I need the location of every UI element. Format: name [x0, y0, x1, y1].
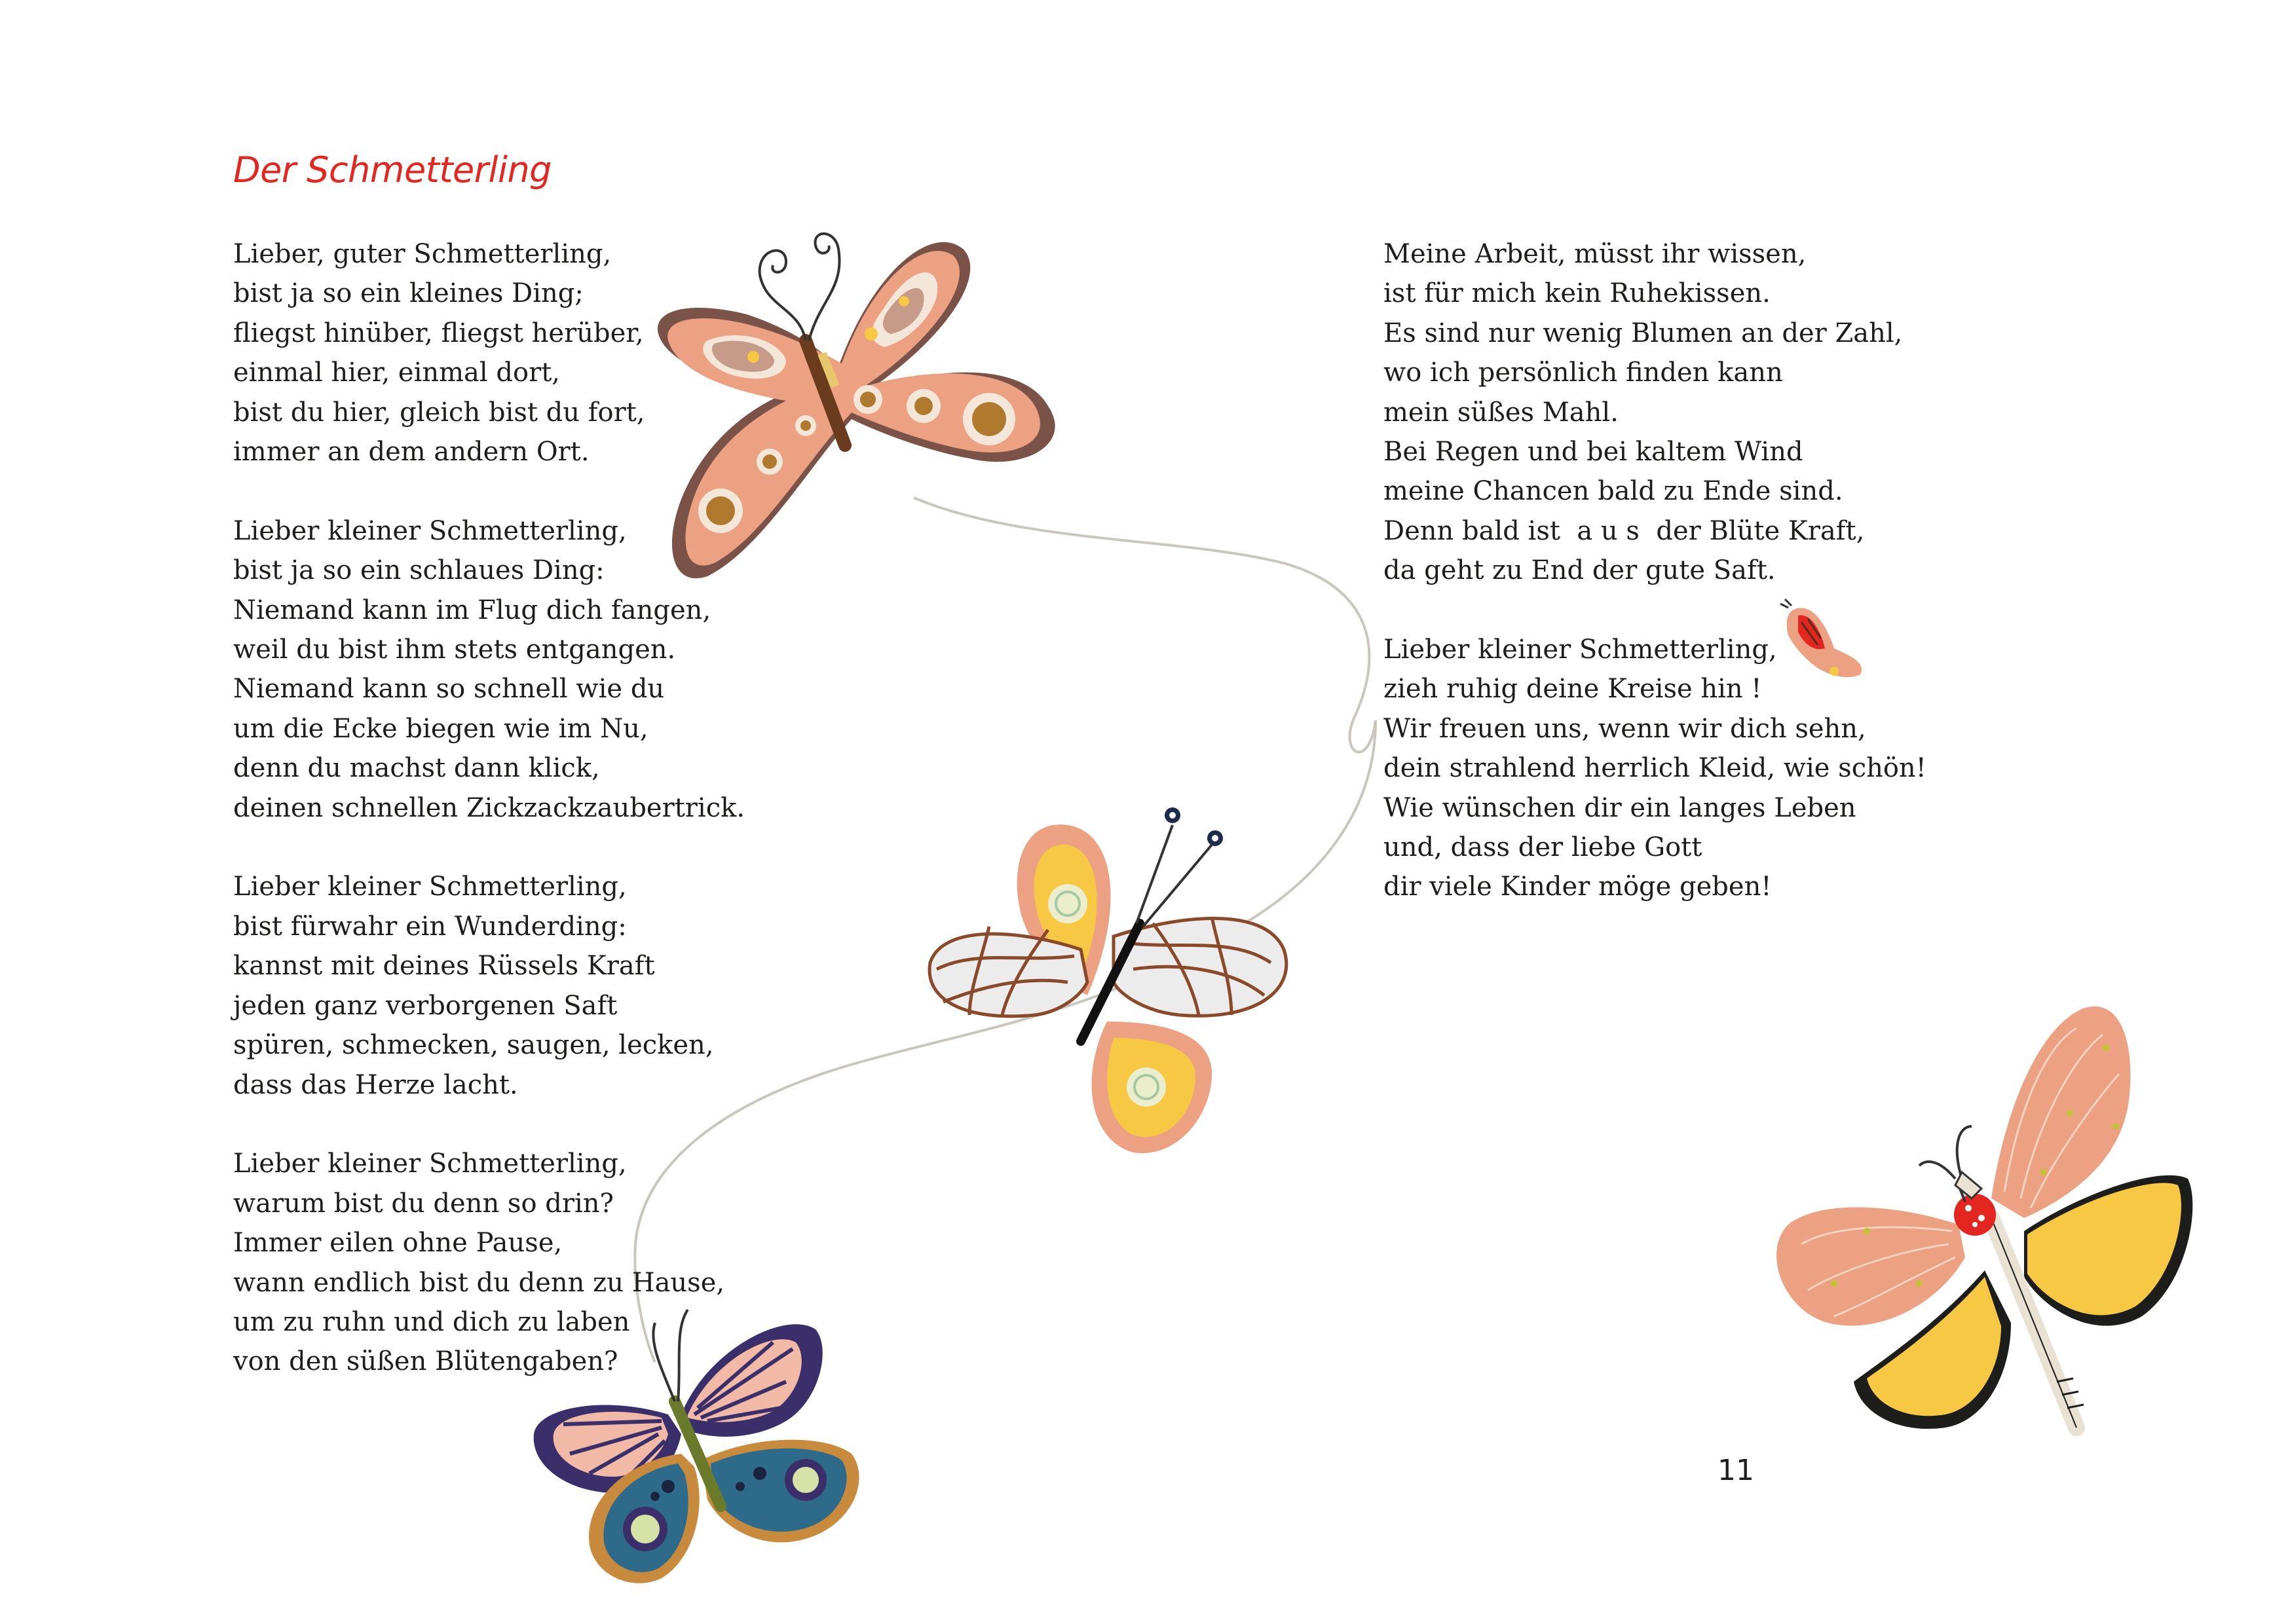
- verse-line: Immer eilen ohne Pause,: [233, 1228, 563, 1259]
- verse-line: von den süßen Blütengaben?: [233, 1346, 618, 1377]
- verse-line: einmal hier, einmal dort,: [233, 358, 561, 388]
- verse-line: Wir freuen uns, wenn wir dich sehn,: [1383, 713, 1866, 744]
- poem-left-column: [233, 234, 823, 1421]
- verse-line: Bei Regen und bei kaltem Wind: [1383, 437, 1803, 468]
- stanza: [233, 867, 823, 1104]
- verse-line: Lieber kleiner Schmetterling,: [1383, 635, 1777, 665]
- verse-line: Niemand kann so schnell wie du: [233, 674, 665, 705]
- verse-line: dass das Herze lacht.: [233, 1069, 518, 1100]
- verse-line: bist ja so ein kleines Ding;: [233, 278, 584, 309]
- verse-line: meine Chancen bald zu Ende sind.: [1383, 476, 1843, 507]
- verse-line: bist du hier, gleich bist du fort,: [233, 397, 645, 428]
- page-number: 11: [1718, 1454, 1754, 1487]
- verse-line: dir viele Kinder möge geben!: [1383, 872, 1772, 902]
- verse-line: bist fürwahr ein Wunderding:: [233, 911, 627, 942]
- poem-title: Der Schmetterling: [233, 149, 552, 191]
- verse-line: Wie wünschen dir ein langes Leben: [1383, 792, 1856, 823]
- verse-line: Lieber kleiner Schmetterling,: [233, 515, 627, 546]
- verse-line: wann endlich bist du denn zu Hause,: [233, 1267, 725, 1298]
- verse-line: kannst mit deines Rüssels Kraft: [233, 951, 655, 982]
- verse-line: Meine Arbeit, müsst ihr wissen,: [1383, 239, 1807, 269]
- butterfly-yellow-lace: [929, 807, 1286, 1153]
- verse-line: warum bist du denn so drin?: [233, 1188, 614, 1219]
- stanza: [1383, 234, 2038, 591]
- verse-line: spüren, schmecken, saugen, lecken,: [233, 1030, 714, 1061]
- verse-line: wo ich persönlich finden kann: [1383, 358, 1783, 388]
- verse-line: deinen schnellen Zickzackzaubertrick.: [233, 792, 745, 823]
- stanza: [233, 511, 823, 828]
- stanza: [233, 1144, 823, 1381]
- verse-line: und, dass der liebe Gott: [1383, 832, 1702, 863]
- poem-right-column: [1383, 234, 2038, 946]
- verse-line: Niemand kann im Flug dich fangen,: [233, 595, 711, 625]
- verse-line: immer an dem andern Ort.: [233, 437, 590, 468]
- stanza: [1383, 630, 2038, 907]
- verse-line: fliegst hinüber, fliegst herüber,: [233, 318, 644, 348]
- butterfly-salmon-yellow: [1776, 1006, 2192, 1429]
- stanza: [233, 234, 823, 471]
- verse-line: zieh ruhig deine Kreise hin !: [1383, 674, 1762, 705]
- verse-line: dein strahlend herrlich Kleid, wie schön!: [1383, 753, 1926, 784]
- verse-line: um zu ruhn und dich zu laben: [233, 1306, 630, 1337]
- verse-line: bist ja so ein schlaues Ding:: [233, 555, 605, 586]
- verse-line: Lieber, guter Schmetterling,: [233, 239, 612, 269]
- verse-line: Lieber kleiner Schmetterling,: [233, 1149, 627, 1179]
- verse-line: da geht zu End der gute Saft.: [1383, 555, 1776, 586]
- verse-line: mein süßes Mahl.: [1383, 397, 1619, 428]
- verse-line: denn du machst dann klick,: [233, 753, 600, 784]
- verse-line: um die Ecke biegen wie im Nu,: [233, 713, 648, 744]
- verse-line: Denn bald ist a u s der Blüte Kraft,: [1383, 515, 1865, 546]
- verse-line: jeden ganz verborgenen Saft: [233, 990, 618, 1021]
- verse-line: Lieber kleiner Schmetterling,: [233, 872, 627, 902]
- verse-line: Es sind nur wenig Blumen an der Zahl,: [1383, 318, 1903, 348]
- verse-line: ist für mich kein Ruhekissen.: [1383, 278, 1771, 309]
- verse-line: weil du bist ihm stets entgangen.: [233, 635, 676, 665]
